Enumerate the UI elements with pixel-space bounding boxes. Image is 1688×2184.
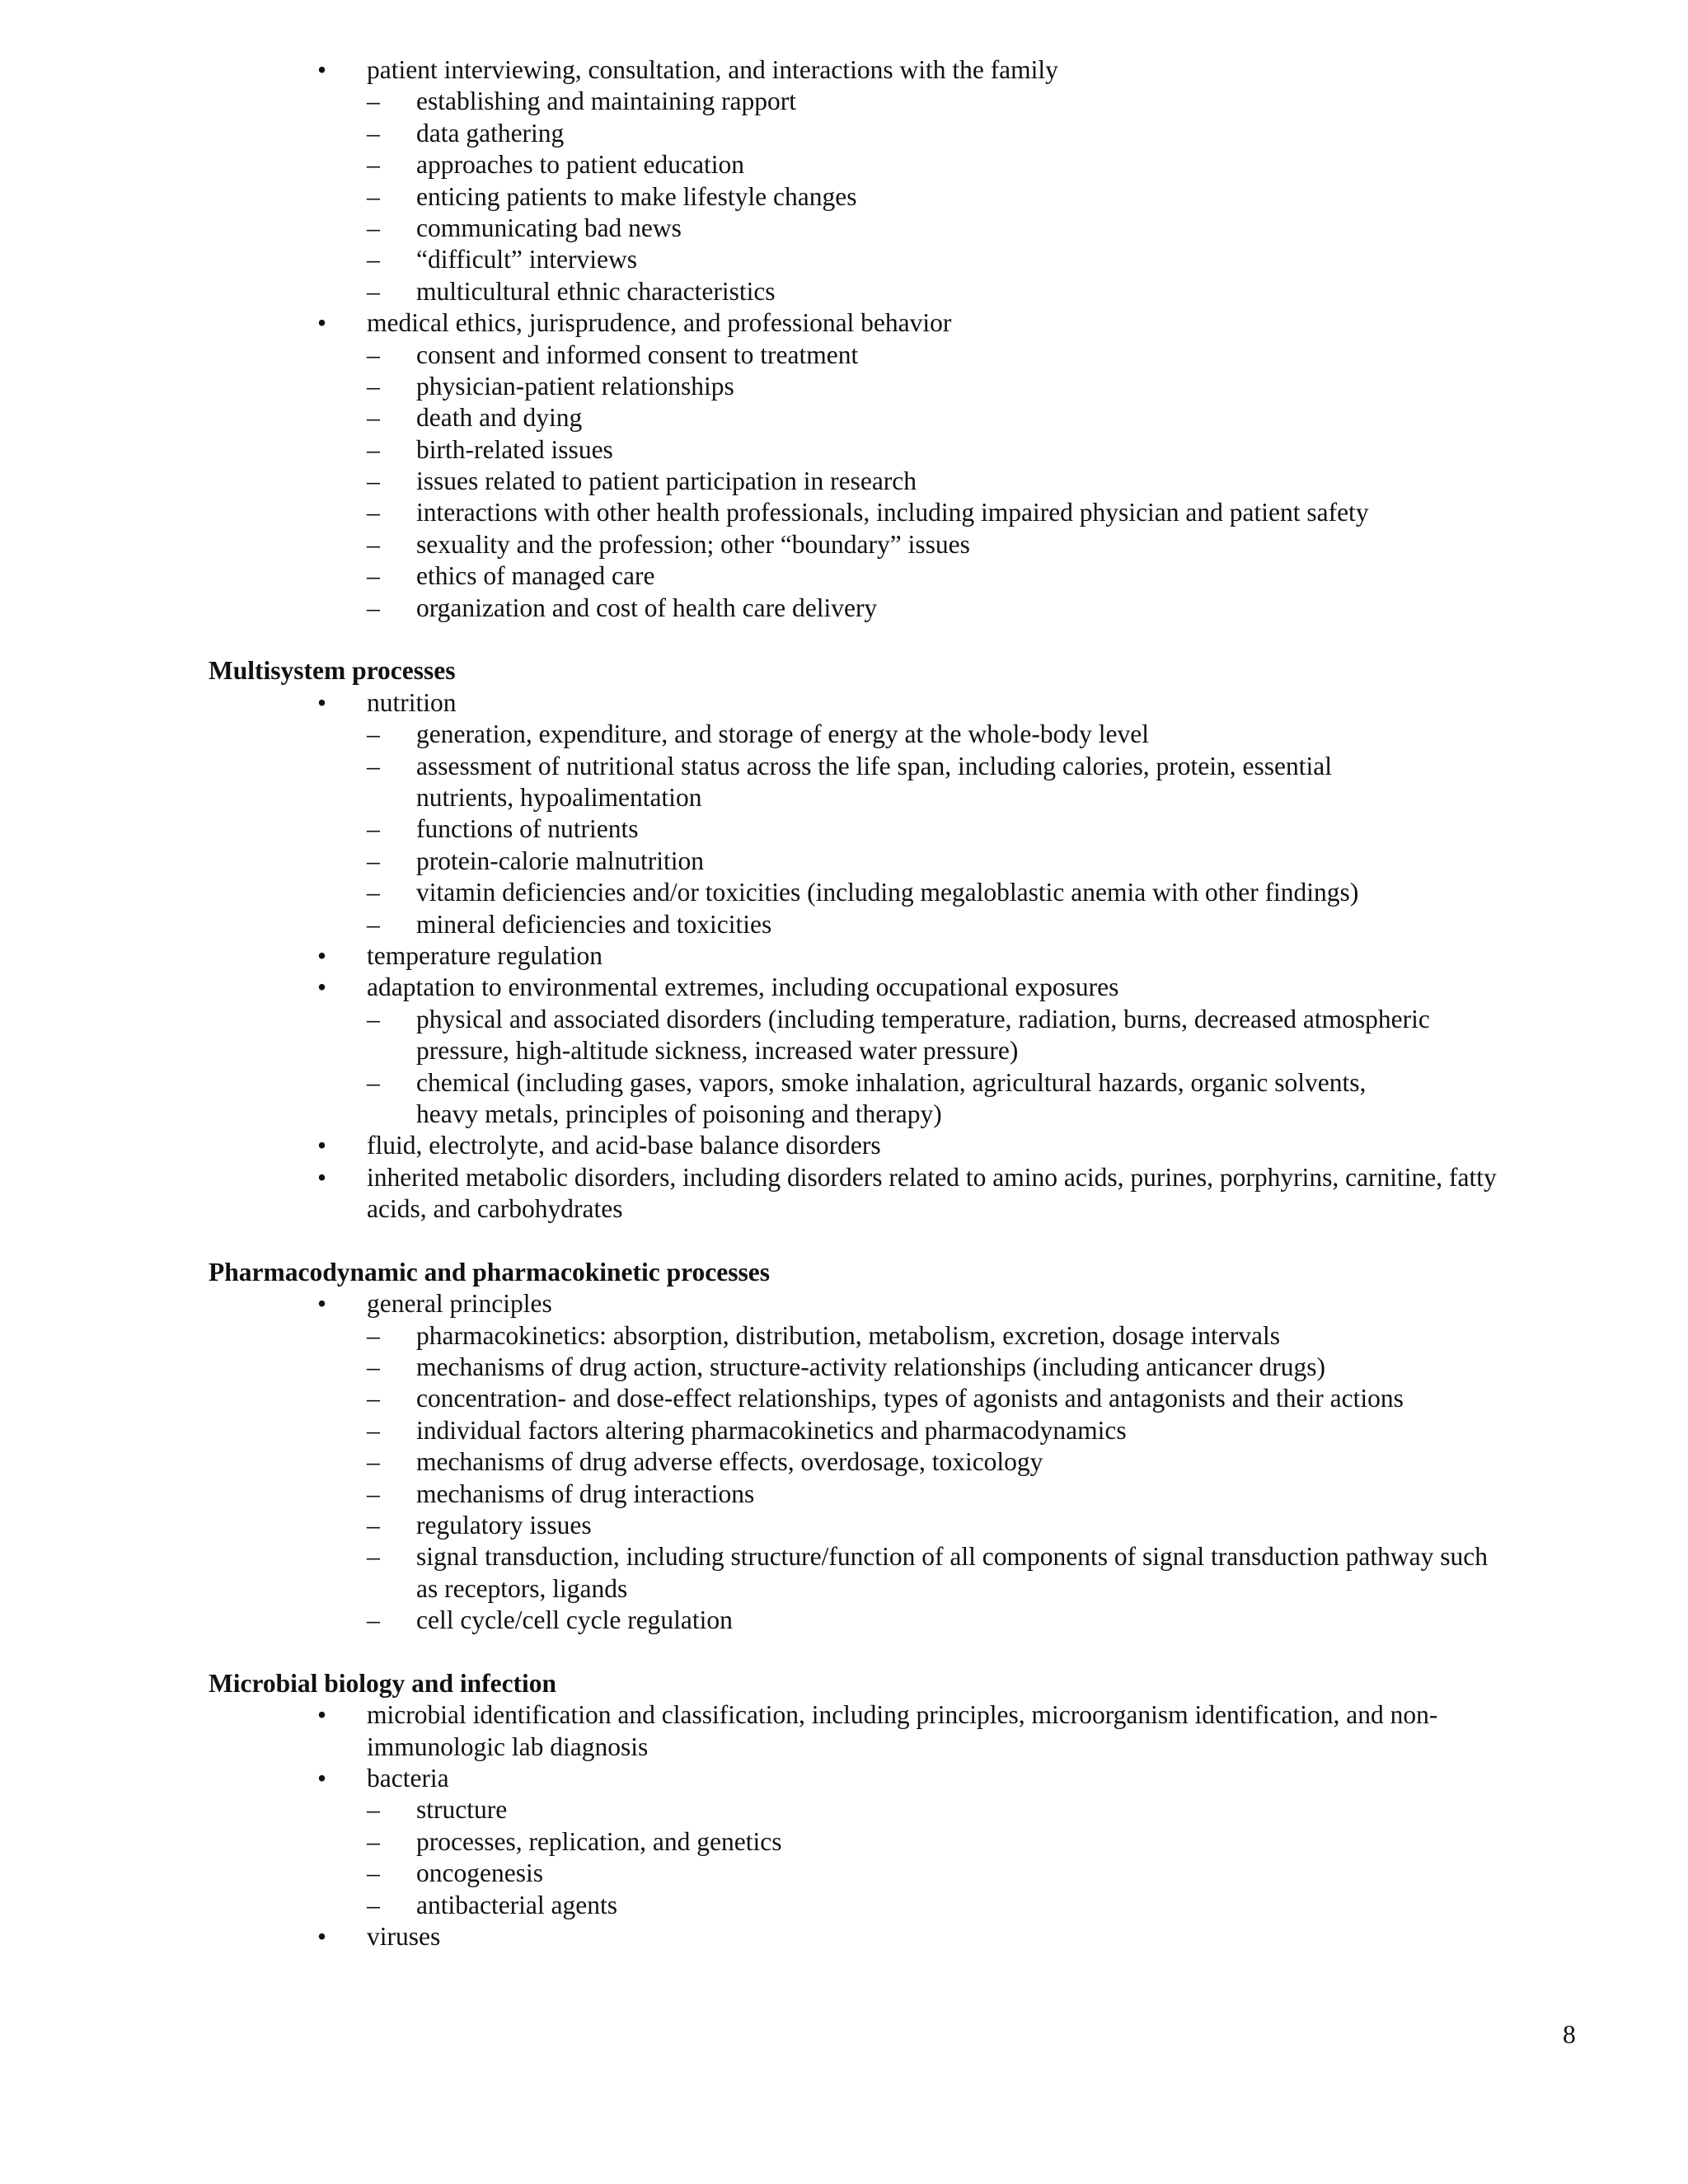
sub-item (0, 1794, 1688, 1825)
sub-item (0, 1890, 1688, 1921)
dash-icon: – (367, 371, 380, 401)
bullet-item-text: acids, and carbohydrates (367, 1194, 623, 1224)
sub-item (0, 118, 1688, 149)
bullet-item (0, 1162, 1688, 1193)
sub-item (0, 434, 1688, 466)
dash-icon: – (367, 181, 380, 211)
sub-item (0, 1605, 1688, 1636)
sub-item-text: ethics of managed care (416, 561, 655, 591)
sub-item-text: regulatory issues (416, 1510, 592, 1540)
sub-item-text: assessment of nutritional status across the life span, including calories, protein, essential (416, 751, 1332, 780)
blank-line (0, 624, 1688, 655)
sub-item (0, 1004, 1688, 1035)
dash-icon: – (367, 1479, 380, 1508)
section-heading (0, 1257, 1688, 1288)
sub-item-text: death and dying (416, 403, 583, 433)
blank-line (0, 1637, 1688, 1668)
section-heading (0, 1668, 1688, 1699)
sub-item-text: mineral deficiencies and toxicities (416, 909, 772, 939)
sub-item (0, 371, 1688, 402)
sub-item-text: cell cycle/cell cycle regulation (416, 1605, 733, 1635)
sub-item-continuation (0, 1573, 1688, 1605)
bullet-item (0, 54, 1688, 86)
bullet-item (0, 940, 1688, 972)
dash-icon: – (367, 1415, 380, 1445)
bullet-item (0, 307, 1688, 339)
bullet-item (0, 1699, 1688, 1731)
bullet-icon: • (317, 1700, 327, 1730)
sub-item-text: generation, expenditure, and storage of energy at the whole-body level (416, 719, 1149, 749)
dash-icon: – (367, 751, 380, 780)
bullet-icon: • (317, 308, 327, 338)
sub-item-text: mechanisms of drug interactions (416, 1479, 755, 1508)
section-heading-text: Microbial biology and infection (209, 1668, 557, 1698)
section-heading-text: Multisystem processes (209, 656, 456, 686)
sub-item (0, 1352, 1688, 1383)
sub-item-text: communicating bad news (416, 213, 682, 242)
bullet-icon: • (317, 1162, 327, 1192)
sub-item-text: multicultural ethnic characteristics (416, 276, 776, 306)
bullet-item-text: adaptation to environmental extremes, including occupational exposures (367, 972, 1119, 1002)
bullet-item-text: viruses (367, 1922, 441, 1952)
dash-icon: – (367, 150, 380, 180)
sub-item (0, 1415, 1688, 1446)
sub-item-text: “difficult” interviews (416, 245, 637, 274)
sub-item-continuation (0, 1099, 1688, 1130)
sub-item (0, 593, 1688, 624)
dash-icon: – (367, 466, 380, 496)
bullet-item (0, 972, 1688, 1003)
bullet-icon: • (317, 1131, 327, 1160)
bullet-item (0, 1130, 1688, 1161)
sub-item (0, 909, 1688, 940)
bullet-icon: • (317, 687, 327, 717)
sub-item (0, 1446, 1688, 1478)
sub-item-text: pharmacokinetics: absorption, distribution, metabolism, excretion, dosage intervals (416, 1320, 1281, 1350)
sub-item (0, 244, 1688, 275)
dash-icon: – (367, 403, 380, 433)
bullet-item (0, 1288, 1688, 1319)
sub-item-text: heavy metals, principles of poisoning and therapy) (416, 1099, 942, 1128)
sub-item-text: mechanisms of drug action, structure-activity relationships (including anticancer drugs) (416, 1352, 1326, 1382)
page-number: 8 (1563, 2020, 1576, 2049)
bullet-icon: • (317, 972, 327, 1002)
sub-item (0, 846, 1688, 877)
bullet-item-text: temperature regulation (367, 940, 603, 970)
dash-icon: – (367, 245, 380, 274)
sub-item-text: sexuality and the profession; other “boundary” issues (416, 529, 970, 559)
dash-icon: – (367, 561, 380, 591)
section-heading-text: Pharmacodynamic and pharmacokinetic processes (209, 1257, 771, 1286)
sub-item (0, 497, 1688, 528)
sub-item (0, 813, 1688, 845)
sub-item-text: as receptors, ligands (416, 1573, 628, 1603)
sub-item-text: individual factors altering pharmacokinetics and pharmacodynamics (416, 1415, 1127, 1445)
sub-item-text: vitamin deficiencies and/or toxicities (including megaloblastic anemia with other findings) (416, 878, 1359, 907)
sub-item (0, 276, 1688, 307)
sub-item (0, 1320, 1688, 1352)
bullet-item (0, 1921, 1688, 1952)
sub-item-text: physical and associated disorders (including temperature, radiation, burns, decreased atmospheric (416, 1004, 1430, 1033)
sub-item-text: nutrients, hypoalimentation (416, 782, 702, 812)
dash-icon: – (367, 1004, 380, 1033)
sub-item-text: interactions with other health professionals, including impaired physician and patient safety (416, 498, 1369, 527)
sub-item-text: processes, replication, and genetics (416, 1826, 782, 1856)
sub-item-text: issues related to patient participation in research (416, 466, 917, 496)
dash-icon: – (367, 118, 380, 148)
dash-icon: – (367, 529, 380, 559)
dash-icon: – (367, 719, 380, 749)
sub-item-text: establishing and maintaining rapport (416, 87, 797, 116)
bullet-item-text: inherited metabolic disorders, including disorders related to amino acids, purines, porphyrins, carnitine, fatty (367, 1162, 1497, 1192)
sub-item-text: protein-calorie malnutrition (416, 846, 705, 875)
dash-icon: – (367, 276, 380, 306)
dash-icon: – (367, 909, 380, 939)
dash-icon: – (367, 1542, 380, 1572)
sub-item-continuation (0, 1035, 1688, 1066)
dash-icon: – (367, 1890, 380, 1919)
sub-item-text: consent and informed consent to treatment (416, 340, 859, 369)
sub-item-text: pressure, high-altitude sickness, increased water pressure) (416, 1036, 1019, 1066)
sub-item (0, 340, 1688, 371)
dash-icon: – (367, 1605, 380, 1635)
dash-icon: – (367, 1352, 380, 1382)
sub-item (0, 86, 1688, 117)
dash-icon: – (367, 1067, 380, 1097)
dash-icon: – (367, 87, 380, 116)
sub-item-text: oncogenesis (416, 1858, 543, 1888)
sub-item-text: approaches to patient education (416, 150, 744, 180)
dash-icon: – (367, 498, 380, 527)
bullet-item-text: nutrition (367, 687, 457, 717)
sub-item (0, 402, 1688, 434)
bullet-item-text: immunologic lab diagnosis (367, 1732, 649, 1761)
sub-item-text: organization and cost of health care delivery (416, 593, 878, 622)
sub-item-text: enticing patients to make lifestyle changes (416, 181, 857, 211)
bullet-item-continuation (0, 1732, 1688, 1763)
bullet-item-text: bacteria (367, 1764, 449, 1793)
bullet-icon: • (317, 1289, 327, 1319)
sub-item (0, 1479, 1688, 1510)
sub-item (0, 751, 1688, 782)
sub-item (0, 1826, 1688, 1858)
section-heading (0, 655, 1688, 687)
bullet-icon: • (317, 940, 327, 970)
dash-icon: – (367, 1384, 380, 1413)
dash-icon: – (367, 340, 380, 369)
sub-item-continuation (0, 782, 1688, 813)
bullet-item-text: general principles (367, 1289, 552, 1319)
sub-item-text: structure (416, 1795, 508, 1825)
sub-item (0, 1858, 1688, 1889)
dash-icon: – (367, 1795, 380, 1825)
bullet-item (0, 687, 1688, 719)
bullet-item-text: microbial identification and classification, including principles, microorganism identification, and non- (367, 1700, 1438, 1730)
sub-item-text: antibacterial agents (416, 1890, 618, 1919)
bullet-item-text: medical ethics, jurisprudence, and professional behavior (367, 308, 952, 338)
sub-item-text: functions of nutrients (416, 814, 639, 844)
bullet-item (0, 1763, 1688, 1794)
bullet-item-text: fluid, electrolyte, and acid-base balance disorders (367, 1131, 881, 1160)
dash-icon: – (367, 434, 380, 464)
dash-icon: – (367, 593, 380, 622)
dash-icon: – (367, 1826, 380, 1856)
sub-item-text: birth-related issues (416, 434, 613, 464)
sub-item (0, 1541, 1688, 1572)
sub-item (0, 529, 1688, 560)
sub-item (0, 719, 1688, 750)
sub-item-text: chemical (including gases, vapors, smoke inhalation, agricultural hazards, organic solvents, (416, 1067, 1367, 1097)
dash-icon: – (367, 1320, 380, 1350)
bullet-item-text: patient interviewing, consultation, and interactions with the family (367, 55, 1058, 84)
bullet-item-continuation (0, 1193, 1688, 1225)
dash-icon: – (367, 1858, 380, 1888)
sub-item (0, 466, 1688, 497)
sub-item (0, 877, 1688, 908)
sub-item (0, 560, 1688, 592)
sub-item-text: data gathering (416, 118, 565, 148)
sub-item-text: mechanisms of drug adverse effects, overdosage, toxicology (416, 1447, 1043, 1477)
bullet-icon: • (317, 55, 327, 84)
bullet-icon: • (317, 1764, 327, 1793)
sub-item (0, 1510, 1688, 1541)
blank-line (0, 1225, 1688, 1256)
dash-icon: – (367, 846, 380, 875)
dash-icon: – (367, 1510, 380, 1540)
sub-item-text: concentration- and dose-effect relationships, types of agonists and antagonists and their actions (416, 1384, 1404, 1413)
sub-item (0, 1383, 1688, 1414)
sub-item (0, 149, 1688, 180)
bullet-icon: • (317, 1922, 327, 1952)
dash-icon: – (367, 213, 380, 242)
sub-item (0, 213, 1688, 244)
sub-item-text: signal transduction, including structure/function of all components of signal transduction pathway such (416, 1542, 1488, 1572)
sub-item (0, 181, 1688, 213)
sub-item (0, 1067, 1688, 1099)
dash-icon: – (367, 814, 380, 844)
dash-icon: – (367, 1447, 380, 1477)
dash-icon: – (367, 878, 380, 907)
outline-content (0, 54, 1688, 1952)
sub-item-text: physician-patient relationships (416, 371, 734, 401)
